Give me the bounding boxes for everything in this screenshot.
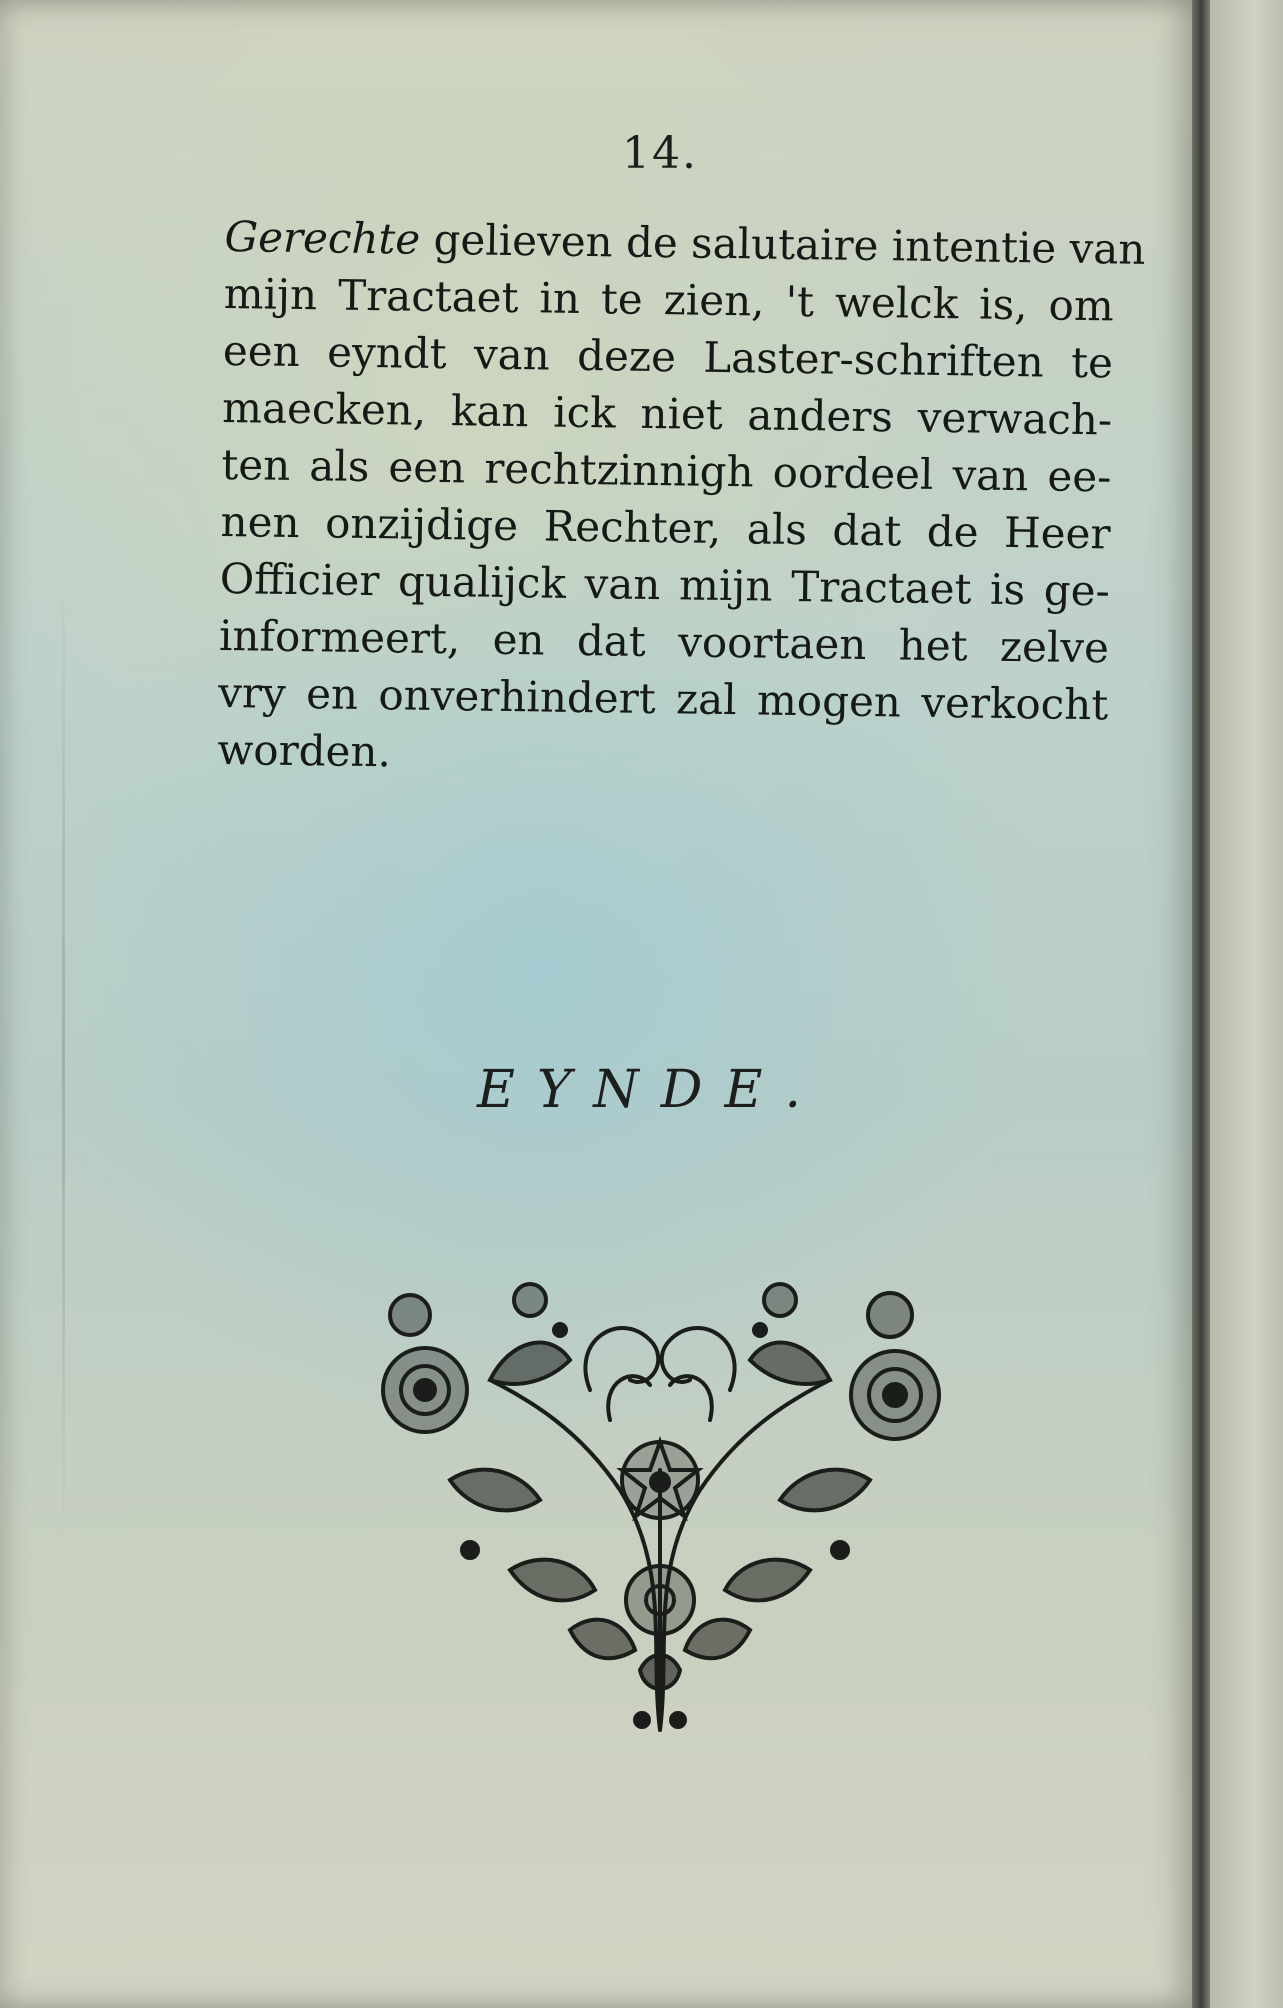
end-word: EYNDE. bbox=[477, 1060, 823, 1120]
adjacent-page bbox=[1210, 0, 1283, 2008]
paper-crease bbox=[62, 560, 65, 1560]
text-line: Officier qualijck van mijn Tractaet is ge- bbox=[219, 553, 1111, 616]
text-line: een eyndt van deze Laster-schriften te bbox=[222, 325, 1114, 388]
book-gutter bbox=[1192, 0, 1210, 2008]
text-line: maecken, kan ick niet anders verwach- bbox=[221, 382, 1113, 445]
text-line-last: worden. bbox=[217, 724, 392, 777]
floral-tailpiece-icon bbox=[370, 1270, 950, 1740]
line-text: gelieven de salutaire intentie van bbox=[433, 214, 1146, 274]
body-text bbox=[217, 208, 1146, 790]
text-line: informeert, en dat voortaen het zelve bbox=[218, 610, 1110, 673]
lead-word: Gerechte bbox=[224, 211, 421, 264]
text-line: ten als een rechtzinnigh oordeel van ee- bbox=[221, 439, 1112, 502]
text-line: mijn Tractaet in te zien, 't welck is, om bbox=[223, 268, 1115, 331]
text-line: vry en onverhindert zal mogen verkocht bbox=[217, 667, 1109, 730]
text-line: nen onzijdige Rechter, als dat de Heer bbox=[220, 496, 1111, 559]
page-number: 14. bbox=[622, 128, 698, 179]
